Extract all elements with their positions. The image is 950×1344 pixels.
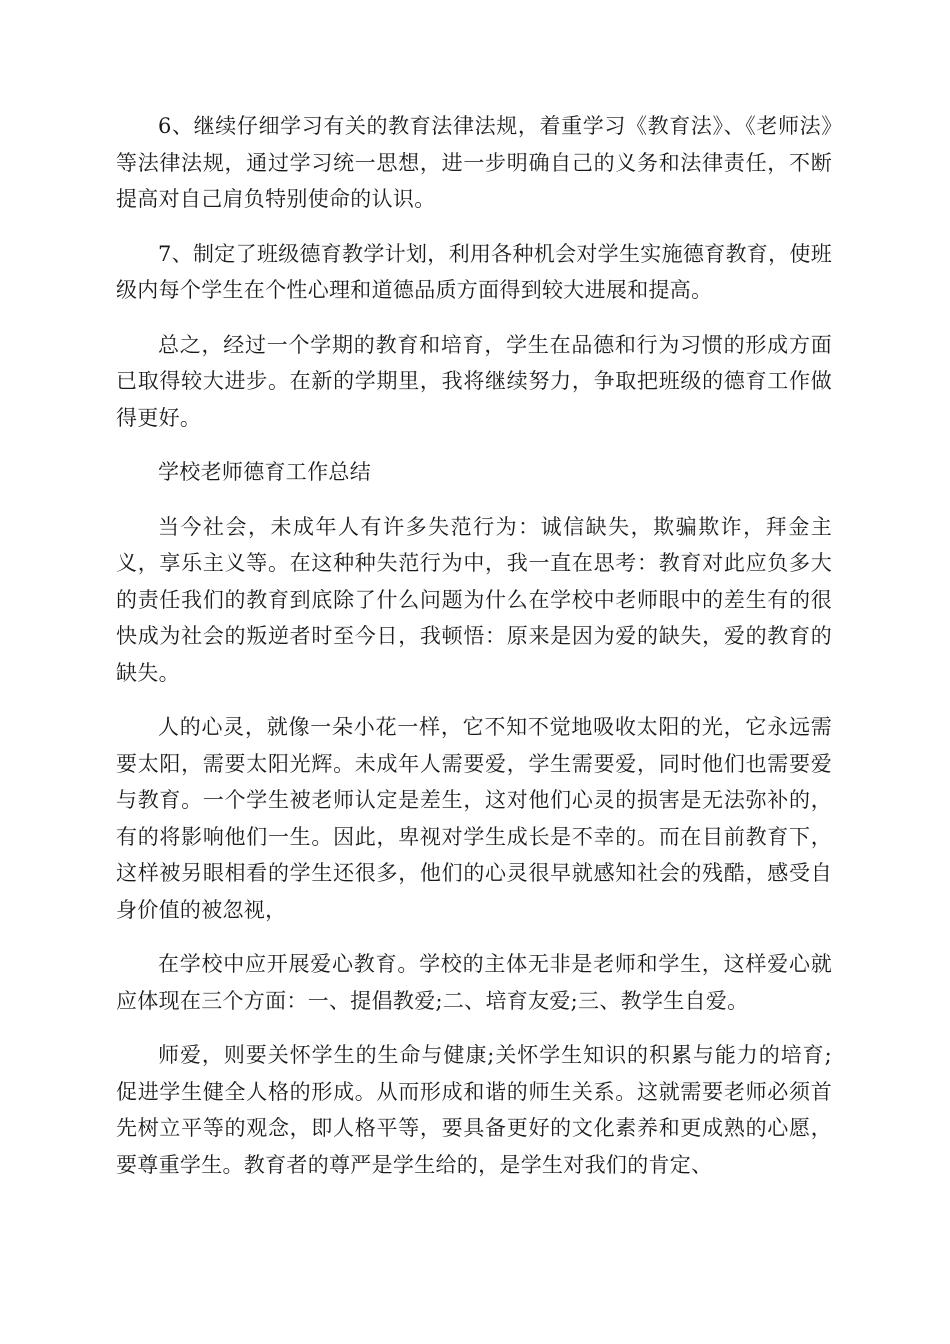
document-body bbox=[116, 108, 832, 1201]
paragraph-item-6: 6、继续仔细学习有关的教育法律法规，着重学习《教育法》、《老师法》等法律法规，通过学习统一思想，进一步明确自己的义务和法律责任，不断提高对自己肩负特别使命的认识。 bbox=[116, 114, 832, 211]
paragraph-item-7: 7、制定了班级德育教学计划，利用各种机会对学生实施德育教育，使班级内每个学生在个性心理和道德品质方面得到较大进展和提高。 bbox=[116, 241, 832, 302]
paragraph-society: 当今社会，未成年人有许多失范行为：诚信缺失，欺骗欺诈，拜金主义，享乐主义等。在这种种失范行为中，我一直在思考：教育对此应负多大的责任我们的教育到底除了什么问题为什么在学校中老师眼中的差生有的很快成为社会的叛逆者时至今日，我顿悟：原来是因为爱的缺失，爱的教育的缺失。 bbox=[116, 514, 832, 685]
paragraph-summary: 总之，经过一个学期的教育和培育，学生在品德和行为习惯的形成方面已取得较大进步。在新的学期里，我将继续努力，争取把班级的德育工作做得更好。 bbox=[116, 332, 832, 430]
section-heading: 学校老师德育工作总结 bbox=[158, 460, 371, 484]
paragraph-love-education: 在学校中应开展爱心教育。学校的主体无非是老师和学生，这样爱心就应体现在三个方面：一、提倡教爱;二、培育友爱;三、教学生自爱。 bbox=[116, 952, 832, 1013]
paragraph-heart: 人的心灵，就像一朵小花一样，它不知不觉地吸收太阳的光，它永远需要太阳，需要太阳光辉。未成年人需要爱，学生需要爱，同时他们也需要爱与教育。一个学生被老师认定是差生，这对他们心灵的损害是无法弥补的，有的将影响他们一生。因此，卑视对学生成长是不幸的。而在目前教育下，这样被另眼相看的学生还很多，他们的心灵很早就感知社会的残酷，感受自身价值的被忽视， bbox=[116, 715, 832, 922]
paragraph-teacher-love: 师爱，则要关怀学生的生命与健康;关怀学生知识的积累与能力的培育;促进学生健全人格的形成。从而形成和谐的师生关系。这就需要老师必须首先树立平等的观念，即人格平等，要具备更好的文化素养和更成熟的心愿，要尊重学生。教育者的尊严是学生给的，是学生对我们的肯定、 bbox=[116, 1043, 832, 1177]
